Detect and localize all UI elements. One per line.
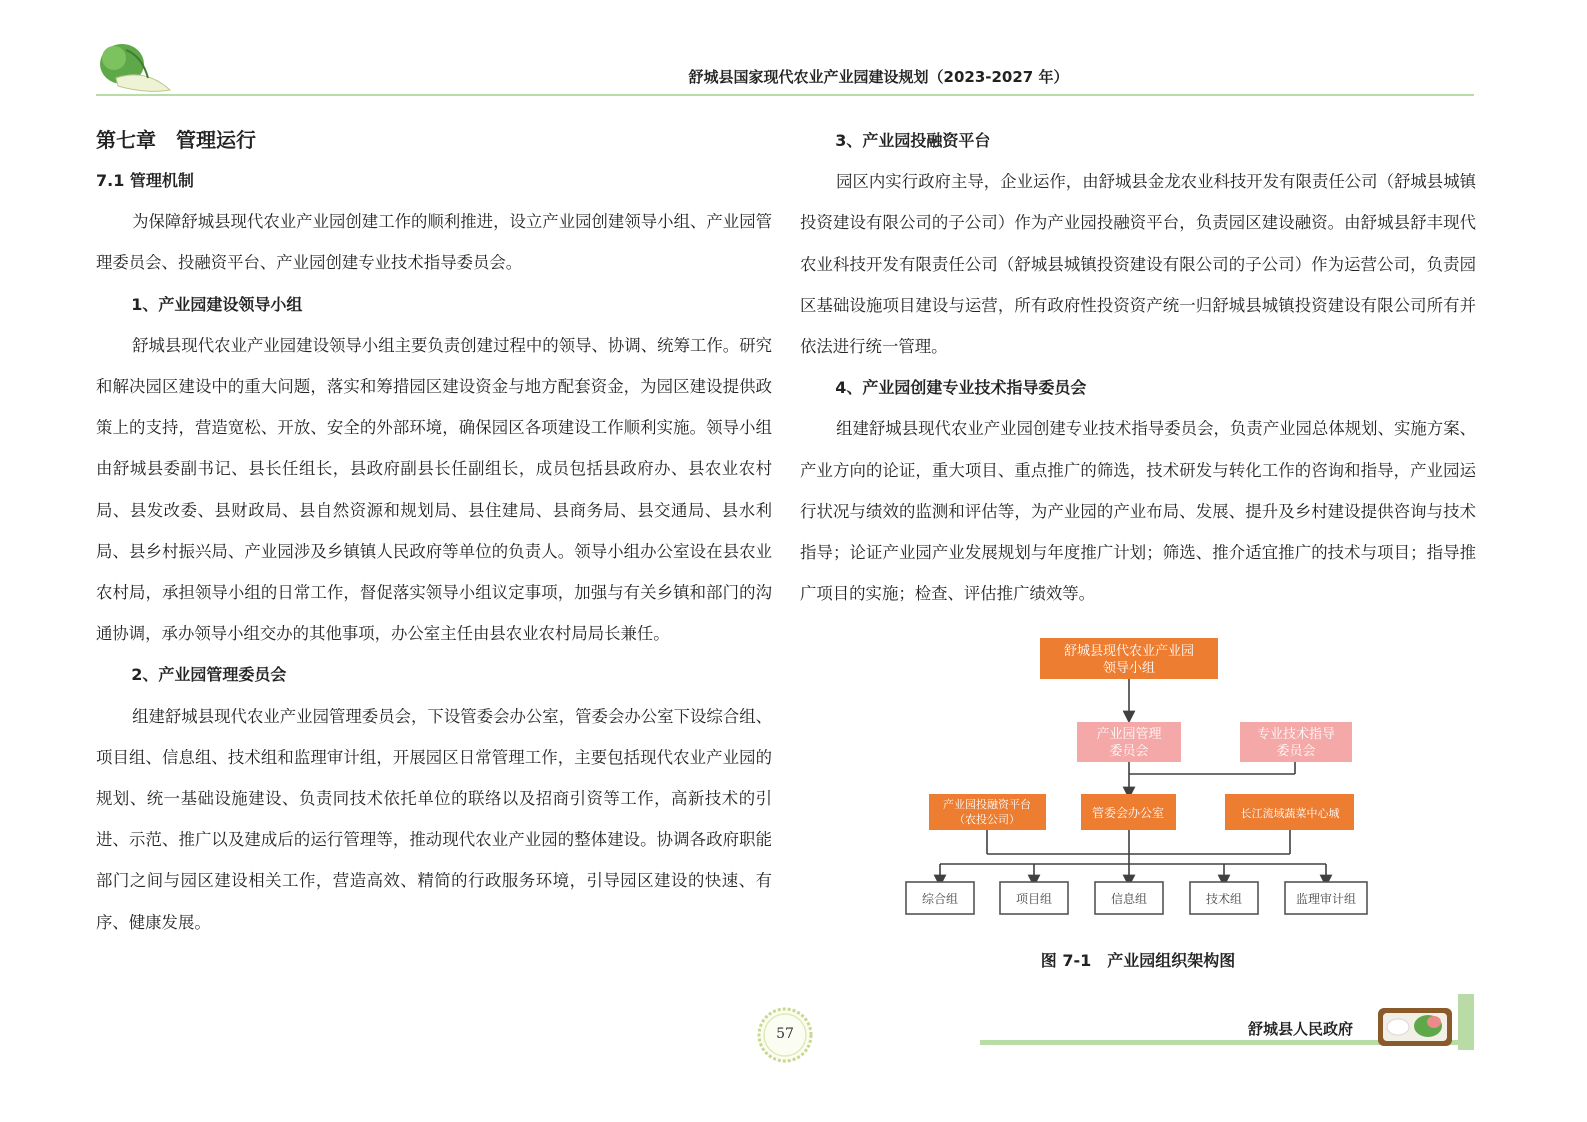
svg-text:委员会: 委员会 [1109, 744, 1149, 759]
org-node-vegetable-center [1225, 794, 1354, 830]
footer-organization: 舒城县人民政府 [1247, 1020, 1353, 1038]
svg-text:委员会: 委员会 [1276, 744, 1316, 759]
svg-text:领导小组: 领导小组 [1102, 661, 1156, 676]
paragraph-management-committee: 组建舒城县现代农业产业园管理委员会，下设管委会办公室，管委会办公室下设综合组、项目组、信息组、技术组和监理审计组，开展园区日常管理工作，主要包括现代农业产业园的规划、统一基础设施建设、负责同技术依托单位的联络以及招商引资等工作，高新技术的引进、示范、推广以及建成后的运行管理等，推动现代农业产业园的整体建设。协调各政府职能部门之间与园区建设相关工作，营造高效、精简的行政服务环境，引导园区建设的快速、有序、健康发展。 [96, 706, 772, 932]
svg-text:长江流域蔬菜中心城: 长江流域蔬菜中心城 [1240, 807, 1340, 820]
org-node-technical-committee [1240, 722, 1352, 762]
svg-text:产业园管理: 产业园管理 [1096, 727, 1162, 742]
subheading-leading-group: 1、产业园建设领导小组 [131, 294, 303, 314]
subheading-financing-platform: 3、产业园投融资平台 [835, 131, 991, 150]
header-title: 舒城县国家现代农业产业园建设规划（2023-2027 年） [688, 68, 1069, 86]
svg-text:舒城县现代农业产业园: 舒城县现代农业产业园 [1063, 644, 1195, 659]
paragraph-financing-platform: 园区内实行政府主导，企业运作，由舒城县金龙农业科技开发有限责任公司（舒城县城镇投资建设有限公司的子公司）作为产业园投融资平台，负责园区建设融资。由舒城县舒丰现代农业科技开发有限责任公司（舒城县城镇投资建设有限公司的子公司）作为运营公司，负责园区基础设施项目建设与运营，所有政府性投资资产统一归舒城县城镇投资建设有限公司所有并依法进行统一管理。 [800, 172, 1476, 357]
svg-text:项目组: 项目组 [1015, 892, 1053, 906]
right-column [800, 120, 1476, 614]
left-column [96, 120, 772, 943]
svg-text:管委会办公室: 管委会办公室 [1091, 806, 1165, 820]
svg-text:信息组: 信息组 [1110, 892, 1148, 906]
org-node-committee-office [1081, 794, 1176, 830]
org-chart [800, 628, 1476, 928]
org-node-leading-group [1040, 638, 1218, 679]
footer-accent-bar [1458, 994, 1474, 1050]
org-group-project [1000, 882, 1068, 914]
vegetable-basket-icon [1376, 1004, 1454, 1048]
subheading-management-committee: 2、产业园管理委员会 [131, 665, 287, 685]
svg-text:技术组: 技术组 [1205, 892, 1243, 906]
svg-text:监理审计组: 监理审计组 [1295, 892, 1357, 906]
org-group-audit [1285, 882, 1367, 914]
svg-text:专业技术指导: 专业技术指导 [1256, 727, 1336, 742]
chapter-title: 第七章 管理运行 [96, 128, 256, 152]
svg-text:（农投公司）: （农投公司） [954, 813, 1020, 826]
svg-text:产业园投融资平台: 产业园投融资平台 [943, 798, 1031, 811]
org-node-management-committee [1077, 722, 1181, 762]
section-heading: 7.1 管理机制 [96, 171, 194, 190]
org-group-information [1095, 882, 1163, 914]
paragraph-technical-committee: 组建舒城县现代农业产业园创建专业技术指导委员会，负责产业园总体规划、实施方案、产业方向的论证，重大项目、重点推广的筛选，技术研发与转化工作的咨询和指导，产业园运行状况与绩效的监测和评估等，为产业园的产业布局、发展、提升及乡村建设提供咨询与技术指导；论证产业园产业发展规划与年度推广计划；筛选、推介适宜推广的技术与项目；指导推广项目的实施；检查、评估推广绩效等。 [800, 419, 1476, 604]
header-divider [96, 94, 1474, 96]
subheading-technical-committee: 4、产业园创建专业技术指导委员会 [835, 378, 1087, 398]
org-group-general [906, 882, 974, 914]
org-group-technology [1190, 882, 1258, 914]
page-number: 57 [776, 1026, 794, 1042]
svg-text:综合组: 综合组 [921, 892, 959, 906]
intro-paragraph: 为保障舒城县现代农业产业园创建工作的顺利推进，设立产业园创建领导小组、产业园管理委员会、投融资平台、产业园创建专业技术指导委员会。 [96, 212, 772, 273]
paragraph-leading-group: 舒城县现代农业产业园建设领导小组主要负责创建过程中的领导、协调、统筹工作。研究和解决园区建设中的重大问题，落实和筹措园区建设资金与地方配套资金，为园区建设提供政策上的支持，营造宽松、开放、安全的外部环境，确保园区各项建设工作顺利实施。领导小组由舒城县委副书记、县长任组长，县政府副县长任副组长，成员包括县政府办、县农业农村局、县发改委、县财政局、县自然资源和规划局、县住建局、县商务局、县交通局、县水利局、县乡村振兴局、产业园涉及乡镇镇人民政府等单位的负责人。领导小组办公室设在县农业农村局，承担领导小组的日常工作，督促落实领导小组议定事项，加强与有关乡镇和部门的沟通协调，承办领导小组交办的其他事项，办公室主任由县农业农村局局长兼任。 [96, 335, 772, 644]
org-node-financing-platform [929, 794, 1046, 830]
figure-caption: 图 7-1 产业园组织架构图 [1040, 951, 1236, 970]
